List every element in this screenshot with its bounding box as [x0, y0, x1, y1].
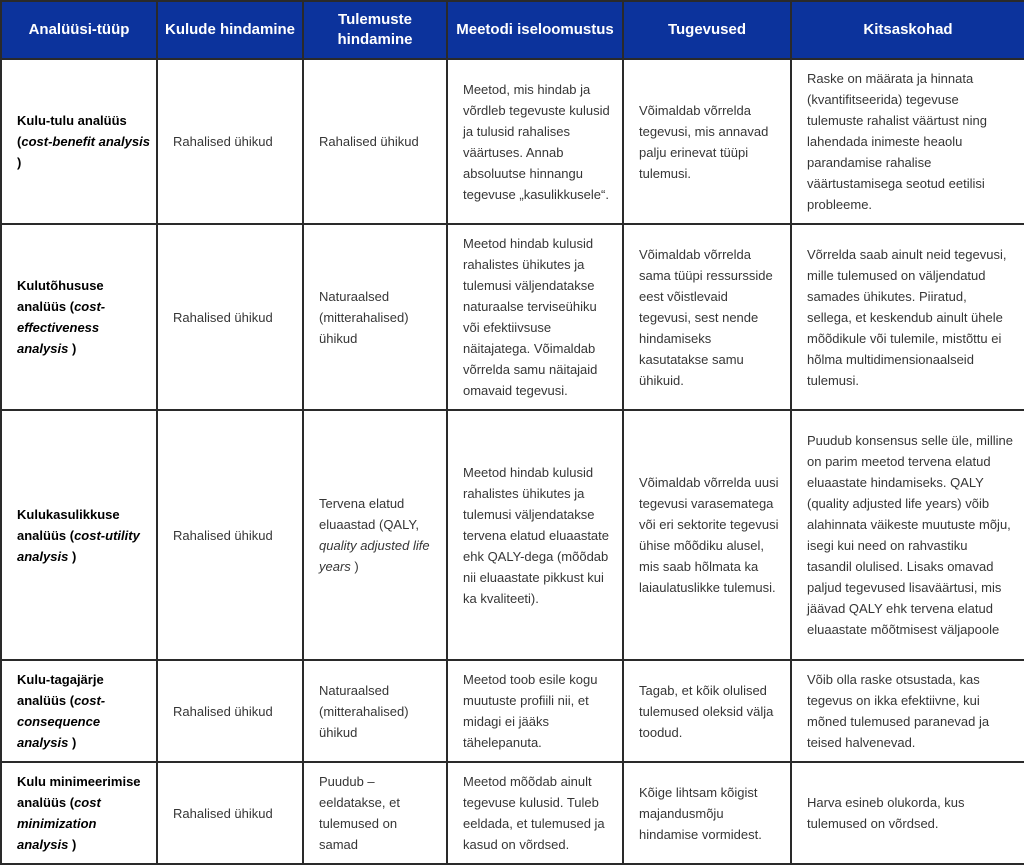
cell-cost-assessment: Rahalised ühikud: [157, 660, 303, 762]
row-cost-effectiveness-analysis: [1, 224, 1024, 410]
cell-weaknesses: Puudub konsensus selle üle, milline on parim meetod tervena elatud eluaastate hindamiseks. QALY (quality adjusted life years) võib alahinnata väikeste muutuste mõju, isegi kui need on rahvastiku tasandil olulised. Lisaks omavad paljud tegevused lisaväärtusi, mis jäävad QALY ehk tervena elatud eluaastate mõõtmisest väljapoole: [791, 410, 1024, 660]
cell-result-assessment: Naturaalsed (mitterahalised) ühikud: [303, 660, 447, 762]
analysis-name-close: ): [68, 548, 77, 564]
cell-strengths: Võimaldab võrrelda sama tüüpi ressursside eest võistlevaid tegevusi, sest nende hindamiseks kasutatakse samu ühikuid.: [623, 224, 791, 410]
analysis-name-et: Kulu-tagajärje analüüs (: [17, 672, 104, 708]
cell-result-assessment: Tervena elatud eluaastad (QALY, quality adjusted life years ): [303, 410, 447, 660]
cell-analysis-type: [1, 762, 157, 864]
cell-method-description: Meetod mõõdab ainult tegevuse kulusid. Tuleb eeldada, et tulemused ja kasud on võrdsed.: [447, 762, 623, 864]
analysis-name-et: Kulukasulikkuse analüüs (: [17, 506, 120, 543]
header-result-assessment: Tulemuste hindamine: [303, 1, 447, 59]
cell-result-assessment: Rahalised ühikud: [303, 59, 447, 224]
header-row: [1, 1, 1024, 59]
cell-analysis-type: [1, 660, 157, 762]
analysis-name-et: Kulutõhususe analüüs (: [17, 278, 104, 314]
analysis-name-close: ): [68, 837, 77, 852]
cell-weaknesses: Raske on määrata ja hinnata (kvantifitseerida) tegevuse tulemuste rahalist väärtust ning lahendada inimeste heaolu parandamise rahalise väärtustamisega seotud eetilisi probleeme.: [791, 59, 1024, 224]
cell-cost-assessment: Rahalised ühikud: [157, 762, 303, 864]
cell-analysis-type: [1, 224, 157, 410]
cell-method-description: Meetod hindab kulusid rahalistes ühikutes ja tulemusi väljendatakse naturaalse terviseühiku või efektiivsuse näitajatega. Võimaldab võrrelda samu näitajaid omavaid tegevusi.: [447, 224, 623, 410]
analysis-name-close: ): [17, 155, 22, 170]
cell-strengths: Võimaldab võrrelda uusi tegevusi varasematega või eri sektorite tegevusi ühise mõõdiku alusel, mis saab hõlmata ka laiaulatuslikke tulemusi.: [623, 410, 791, 660]
result-qaly-en: quality adjusted life years: [319, 538, 430, 574]
row-cost-minimization-analysis: [1, 762, 1024, 864]
cell-strengths: Tagab, et kõik olulised tulemused oleksid välja toodud.: [623, 660, 791, 762]
cell-method-description: Meetod toob esile kogu muutuste profiili nii, et midagi ei jääks tähelepanuta.: [447, 660, 623, 762]
analysis-name-en: cost-utility analysis: [17, 527, 140, 564]
cell-weaknesses: Võib olla raske otsustada, kas tegevus on ikka efektiivne, kui mõned tulemused paranevad ja teised halvenevad.: [791, 660, 1024, 762]
cell-result-assessment: Naturaalsed (mitterahalised) ühikud: [303, 224, 447, 410]
cell-analysis-type: [1, 59, 157, 224]
cell-weaknesses: Võrrelda saab ainult neid tegevusi, mille tulemused on väljendatud samades ühikutes. Piiratud, sellega, et keskendub ainult ühele mõõdikule või tulemile, mistõttu ei hõlma multidimensionaalseid tulemusi.: [791, 224, 1024, 410]
analysis-name-close: ): [68, 735, 77, 750]
cell-weaknesses: Harva esineb olukorda, kus tulemused on võrdsed.: [791, 762, 1024, 864]
analysis-name-en: cost-benefit analysis: [21, 134, 150, 149]
analysis-name-en: cost-consequence analysis: [17, 693, 106, 750]
row-cost-consequence-analysis: [1, 660, 1024, 762]
header-method-description: Meetodi iseloomustus: [447, 1, 623, 59]
cell-analysis-type: [1, 410, 157, 660]
cell-method-description: Meetod hindab kulusid rahalistes ühikutes ja tulemusi väljendatakse tervena elatud eluaastate ehk QALY-dega (mõõdab nii eluaastate pikkust kui ka kvaliteeti).: [447, 410, 623, 660]
header-strengths: Tugevused: [623, 1, 791, 59]
analysis-name-en: cost minimization analysis: [17, 795, 101, 852]
row-cost-utility-analysis: [1, 410, 1024, 660]
analysis-name-et: Kulu minimeerimise analüüs (: [17, 774, 141, 810]
cell-strengths: Võimaldab võrrelda tegevusi, mis annavad palju erinevat tüüpi tulemusi.: [623, 59, 791, 224]
cell-cost-assessment: Rahalised ühikud: [157, 410, 303, 660]
header-cost-assessment: Kulude hindamine: [157, 1, 303, 59]
cell-strengths: Kõige lihtsam kõigist majandusmõju hindamise vormidest.: [623, 762, 791, 864]
cell-cost-assessment: Rahalised ühikud: [157, 59, 303, 224]
cell-result-assessment: Puudub – eeldatakse, et tulemused on samad: [303, 762, 447, 864]
analysis-name-close: ): [68, 341, 77, 356]
cell-method-description: Meetod, mis hindab ja võrdleb tegevuste kulusid ja tulusid rahalises väärtuses. Annab absoluutse hinnangu tegevuse „kasulikkusele“.: [447, 59, 623, 224]
cell-cost-assessment: Rahalised ühikud: [157, 224, 303, 410]
header-weaknesses: Kitsaskohad: [791, 1, 1024, 59]
analysis-name-et: Kulu-tulu analüüs (: [17, 113, 127, 149]
header-analysis-type: Analüüsi-tüüp: [1, 1, 157, 59]
analysis-name-en: cost-effectiveness analysis: [17, 299, 106, 356]
row-cost-benefit-analysis: [1, 59, 1024, 224]
